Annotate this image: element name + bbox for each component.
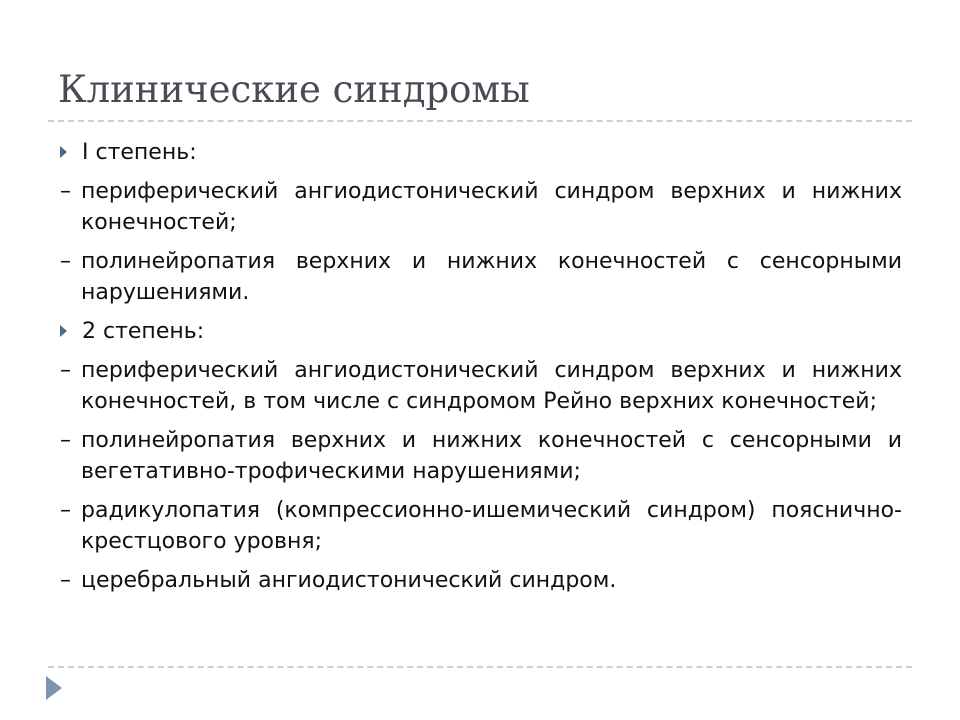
dash-item: [60, 425, 902, 487]
slide-content: [60, 137, 902, 604]
dash-item-text: периферический ангиодистонический синдром верхних и нижних конечностей, в том числе с синдромом Рейно верхних конечностей;: [81, 358, 902, 414]
slide-title: Клинические синдромы: [58, 68, 530, 111]
dash-marker: –: [60, 249, 71, 274]
dash-marker: –: [60, 358, 71, 383]
top-divider: [48, 120, 912, 122]
bullet-item-degree-2: [60, 316, 902, 347]
triangle-bullet-icon: [60, 146, 67, 158]
dash-item: [60, 246, 902, 308]
dash-item: [60, 495, 902, 557]
dash-marker: –: [60, 498, 71, 523]
dash-item-text: полинейропатия верхних и нижних конечностей с сенсорными нарушениями.: [81, 249, 902, 305]
dash-item: [60, 176, 902, 238]
dash-item-text: полинейропатия верхних и нижних конечностей с сенсорными и вегетативно-трофическими нарушениями;: [81, 428, 902, 484]
dash-item-text: церебральный ангиодистонический синдром.: [81, 568, 617, 593]
dash-marker: –: [60, 428, 71, 453]
next-arrow-icon[interactable]: [46, 676, 62, 700]
dash-item-text: периферический ангиодистонический синдром верхних и нижних конечностей;: [81, 179, 902, 235]
dash-item: [60, 355, 902, 417]
bullet-text: 2 степень:: [82, 319, 205, 344]
triangle-bullet-icon: [60, 325, 67, 337]
dash-marker: –: [60, 568, 71, 593]
bottom-divider: [48, 666, 912, 668]
dash-marker: –: [60, 179, 71, 204]
bullet-text: I степень:: [82, 140, 197, 165]
bullet-item-degree-1: [60, 137, 902, 168]
dash-item-text: радикулопатия (компрессионно-ишемический синдром) поясничнокрестцового уровня;: [81, 498, 902, 554]
dash-item: [60, 565, 902, 596]
